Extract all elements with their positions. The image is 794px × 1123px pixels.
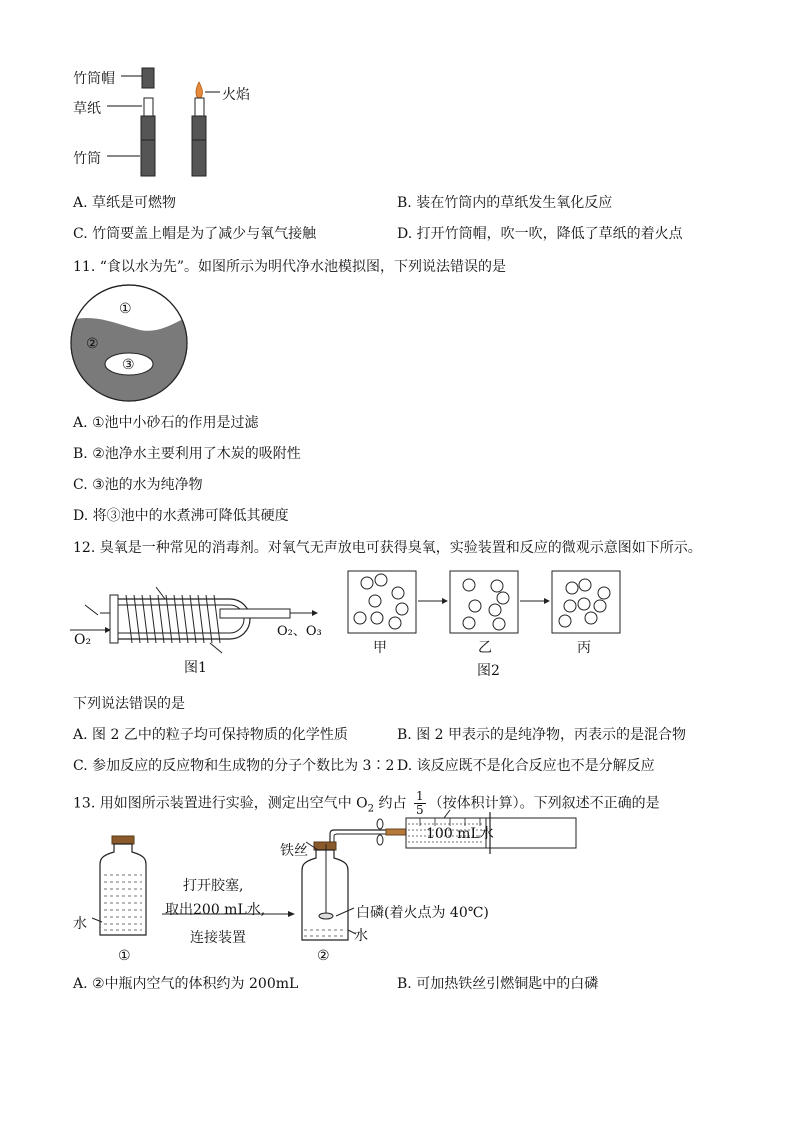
label-bamboo-tube: 竹筒: [73, 151, 101, 167]
q13-stem-pre: 13. 用如图所示装置进行实验，测定出空气中 O: [73, 795, 368, 812]
label-flame: 火焰: [222, 87, 250, 103]
q12-stem: 12. 臭氧是一种常见的消毒剂。对氧气无声放电可获得臭氧，实验装置和反应的微观示意图如下所示。: [73, 540, 702, 556]
q13-stem-sub: 2: [367, 803, 375, 815]
label-white-phosphorus: 白磷(着火点为 40℃): [356, 905, 489, 921]
label-water-right: 水: [354, 928, 368, 944]
q11-option-c: C. ③池的水为纯净物: [73, 477, 203, 493]
outlet-label: O₂、O₃: [277, 624, 322, 639]
bottle-number-2: ②: [317, 948, 330, 964]
label-100ml-water: 100 mL水: [426, 826, 494, 842]
q13-stem-post: （按体积计算）。下列叙述不正确的是: [428, 795, 660, 812]
pool-label-3: ③: [122, 357, 135, 373]
q11-option-a: A. ①池中小砂石的作用是过滤: [73, 415, 259, 431]
q11-option-d: D. 将③池中的水煮沸可降低其硬度: [73, 508, 289, 524]
q12-lead: 下列说法错误的是: [73, 696, 185, 712]
label-grass-paper: 草纸: [73, 101, 101, 117]
q13-stem: [73, 790, 660, 817]
q13-option-a: A. ②中瓶内空气的体积约为 200mL: [73, 976, 299, 992]
inlet-label: O₂: [74, 632, 92, 648]
q11-option-b: B. ②池净水主要利用了木炭的吸附性: [73, 446, 301, 462]
q12-option-d: D. 该反应既不是化合反应也不是分解反应: [397, 758, 655, 774]
bottle-number-1: ①: [118, 948, 131, 964]
figure2-caption: 图2: [477, 663, 500, 679]
step-remove-water: 取出200 mL水,: [165, 902, 266, 918]
q13-fraction: [414, 790, 426, 817]
q12-option-c: C. 参加反应的反应物和生成物的分子个数比为 3∶2: [73, 758, 395, 774]
q10-option-a: A. 草纸是可燃物: [73, 195, 177, 211]
label-water-left: 水: [73, 916, 87, 932]
box-label-yi: 乙: [478, 640, 492, 656]
pool-label-1: ①: [119, 301, 132, 317]
box-label-jia: 甲: [373, 640, 387, 656]
bamboo-tube-diagram: [0, 0, 794, 200]
q11-stem: 11. “食以水为先”。如图所示为明代净水池模拟图，下列说法错误的是: [73, 259, 507, 275]
fraction-numerator: 1: [415, 789, 424, 803]
figure1-caption: 图1: [184, 660, 207, 676]
q12-option-a: A. 图 2 乙中的粒子均可保持物质的化学性质: [73, 727, 348, 743]
q10-option-c: C. 竹筒要盖上帽是为了减少与氧气接触: [73, 226, 317, 242]
step-connect: 连接装置: [190, 930, 246, 946]
fraction-denominator: 5: [415, 803, 424, 817]
q13-option-b: B. 可加热铁丝引燃铜匙中的白磷: [397, 976, 599, 992]
label-iron-wire: 铁丝: [280, 843, 308, 859]
box-label-bing: 丙: [577, 640, 591, 656]
q10-option-d: D. 打开竹筒帽，吹一吹，降低了草纸的着火点: [397, 226, 683, 242]
q10-option-b: B. 装在竹筒内的草纸发生氧化反应: [397, 195, 613, 211]
label-bamboo-cap: 竹筒帽: [73, 71, 115, 87]
q12-option-b: B. 图 2 甲表示的是纯净物，丙表示的是混合物: [397, 727, 686, 743]
micro-diagram: [345, 568, 635, 638]
pool-label-2: ②: [86, 336, 99, 352]
ozone-generator-diagram: [60, 565, 340, 655]
q13-stem-mid: 约占: [374, 795, 407, 812]
step-open-stopper: 打开胶塞,: [183, 878, 244, 894]
